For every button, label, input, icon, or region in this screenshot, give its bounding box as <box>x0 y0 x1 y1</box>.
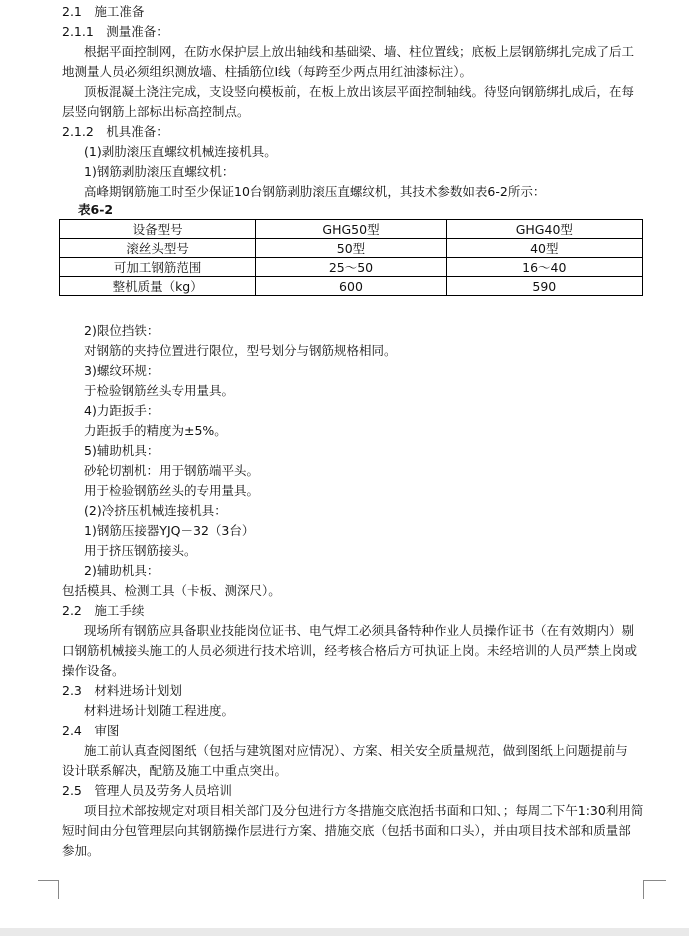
table-caption: 表6-2 <box>78 202 114 217</box>
table-cell: 40型 <box>446 239 642 258</box>
table-cell: 590 <box>446 277 642 296</box>
paragraph-line: 施工前认真查阅图纸（包括与建筑图对应情况）、方案、相关安全质量规范，做到图纸上问题提前与 <box>84 743 628 758</box>
heading-2-5: 2.5 管理人员及劳务人员培训 <box>62 783 232 798</box>
list-item: 5)辅助机具： <box>84 443 160 458</box>
paragraph-line: 设计联系解决，配筋及施工中重点突出。 <box>62 763 288 778</box>
paragraph-line: 操作设备。 <box>62 663 125 678</box>
paragraph-line: 用于检验钢筋丝头的专用量具。 <box>84 483 260 498</box>
table-row <box>60 258 643 277</box>
list-item: 2)辅助机具： <box>84 563 160 578</box>
paragraph-line: 根据平面控制网，在防水保护层上放出轴线和基础梁、墙、柱位置线；底板上层钢筋绑扎完成了后工 <box>84 44 635 59</box>
table-row <box>60 220 643 239</box>
table-cell: 滚丝头型号 <box>60 239 256 258</box>
heading-2-4: 2.4 审图 <box>62 723 120 738</box>
list-item: 1)钢筋压接器YJQ－32（3台） <box>84 523 255 538</box>
list-item: (1)剥肋滚压直螺纹机械连接机具。 <box>84 144 277 159</box>
paragraph-line: 砂轮切割机：用于钢筋端平头。 <box>84 463 260 478</box>
paragraph-line: 于检验钢筋丝头专用量具。 <box>84 383 235 398</box>
list-item: 4)力距扳手： <box>84 403 160 418</box>
paragraph-line: 现场所有钢筋应具备职业技能岗位证书、电气焊工必须具备特种作业人员操作证书（在有效期内）剔 <box>84 623 635 638</box>
table-cell: 可加工钢筋范围 <box>60 258 256 277</box>
heading-2-3: 2.3 材料进场计划划 <box>62 683 182 698</box>
paragraph-line: 包括模具、检测工具（卡板、测深尺）。 <box>62 583 281 598</box>
paragraph-line: 口钢筋机械接头施工的人员必须进行技术培训，经考核合格后方可执证上岗。未经培训的人员严禁上岗或 <box>62 643 638 658</box>
heading-2-1-2: 2.1.2 机具准备： <box>62 124 169 139</box>
list-item: 2)限位挡铁： <box>84 323 160 338</box>
paragraph-line: 用于挤压钢筋接头。 <box>84 543 197 558</box>
paragraph-line: 顶板混凝土浇注完成，支设竖向模板前，在板上放出该层平面控制轴线。待竖向钢筋绑扎成后，在每 <box>84 84 635 99</box>
paragraph-line: 对钢筋的夹持位置进行限位，型号划分与钢筋规格相同。 <box>84 343 397 358</box>
table-cell: GHG40型 <box>446 220 642 239</box>
spec-table <box>59 219 643 296</box>
paragraph-line: 层竖向钢筋上部标出标高控制点。 <box>62 104 250 119</box>
paragraph-line: 短时间由分包管理层向其钢筋操作层进行方案、措施交底（包括书面和口头），并由项目技术部和质量部 <box>62 823 631 838</box>
paragraph-line: 项目拉术部按规定对项目相关部门及分包进行方冬措施交底泡括书面和口知、；每周二下午1:30利用简 <box>84 803 644 818</box>
list-item: 1)钢筋剥肋滚压直螺纹机： <box>84 164 235 179</box>
heading-2-1: 2.1 施工准备 <box>62 4 145 19</box>
table-row <box>60 239 643 258</box>
table-cell: 设备型号 <box>60 220 256 239</box>
paragraph-line: 材料进场计划随工程进度。 <box>84 703 235 718</box>
heading-2-1-1: 2.1.1 测量准备： <box>62 24 169 39</box>
table-cell: GHG50型 <box>256 220 446 239</box>
list-item: 3)螺纹环规： <box>84 363 160 378</box>
table-cell: 16～40 <box>446 258 642 277</box>
paragraph-line: 力距扳手的精度为±5%。 <box>84 423 227 438</box>
paragraph-line: 参加。 <box>62 843 100 858</box>
table-row <box>60 277 643 296</box>
table-cell: 25～50 <box>256 258 446 277</box>
heading-2-2: 2.2 施工手续 <box>62 603 145 618</box>
paragraph-line: 地测量人员必须组织测放墙、柱插筋位I线（每跨至少两点用红油漆标注）。 <box>62 64 472 79</box>
table-cell: 整机质量（kg） <box>60 277 256 296</box>
page-bottom-edge <box>0 928 689 936</box>
margin-corner-mark <box>38 880 59 899</box>
table-cell: 600 <box>256 277 446 296</box>
margin-corner-mark <box>643 880 666 899</box>
paragraph-line: 高峰期钢筋施工时至少保证10台钢筋剥肋滚压直螺纹机，其技术参数如表6-2所示： <box>84 184 546 199</box>
table-cell: 50型 <box>256 239 446 258</box>
list-item: (2)冷挤压机械连接机具： <box>84 503 227 518</box>
